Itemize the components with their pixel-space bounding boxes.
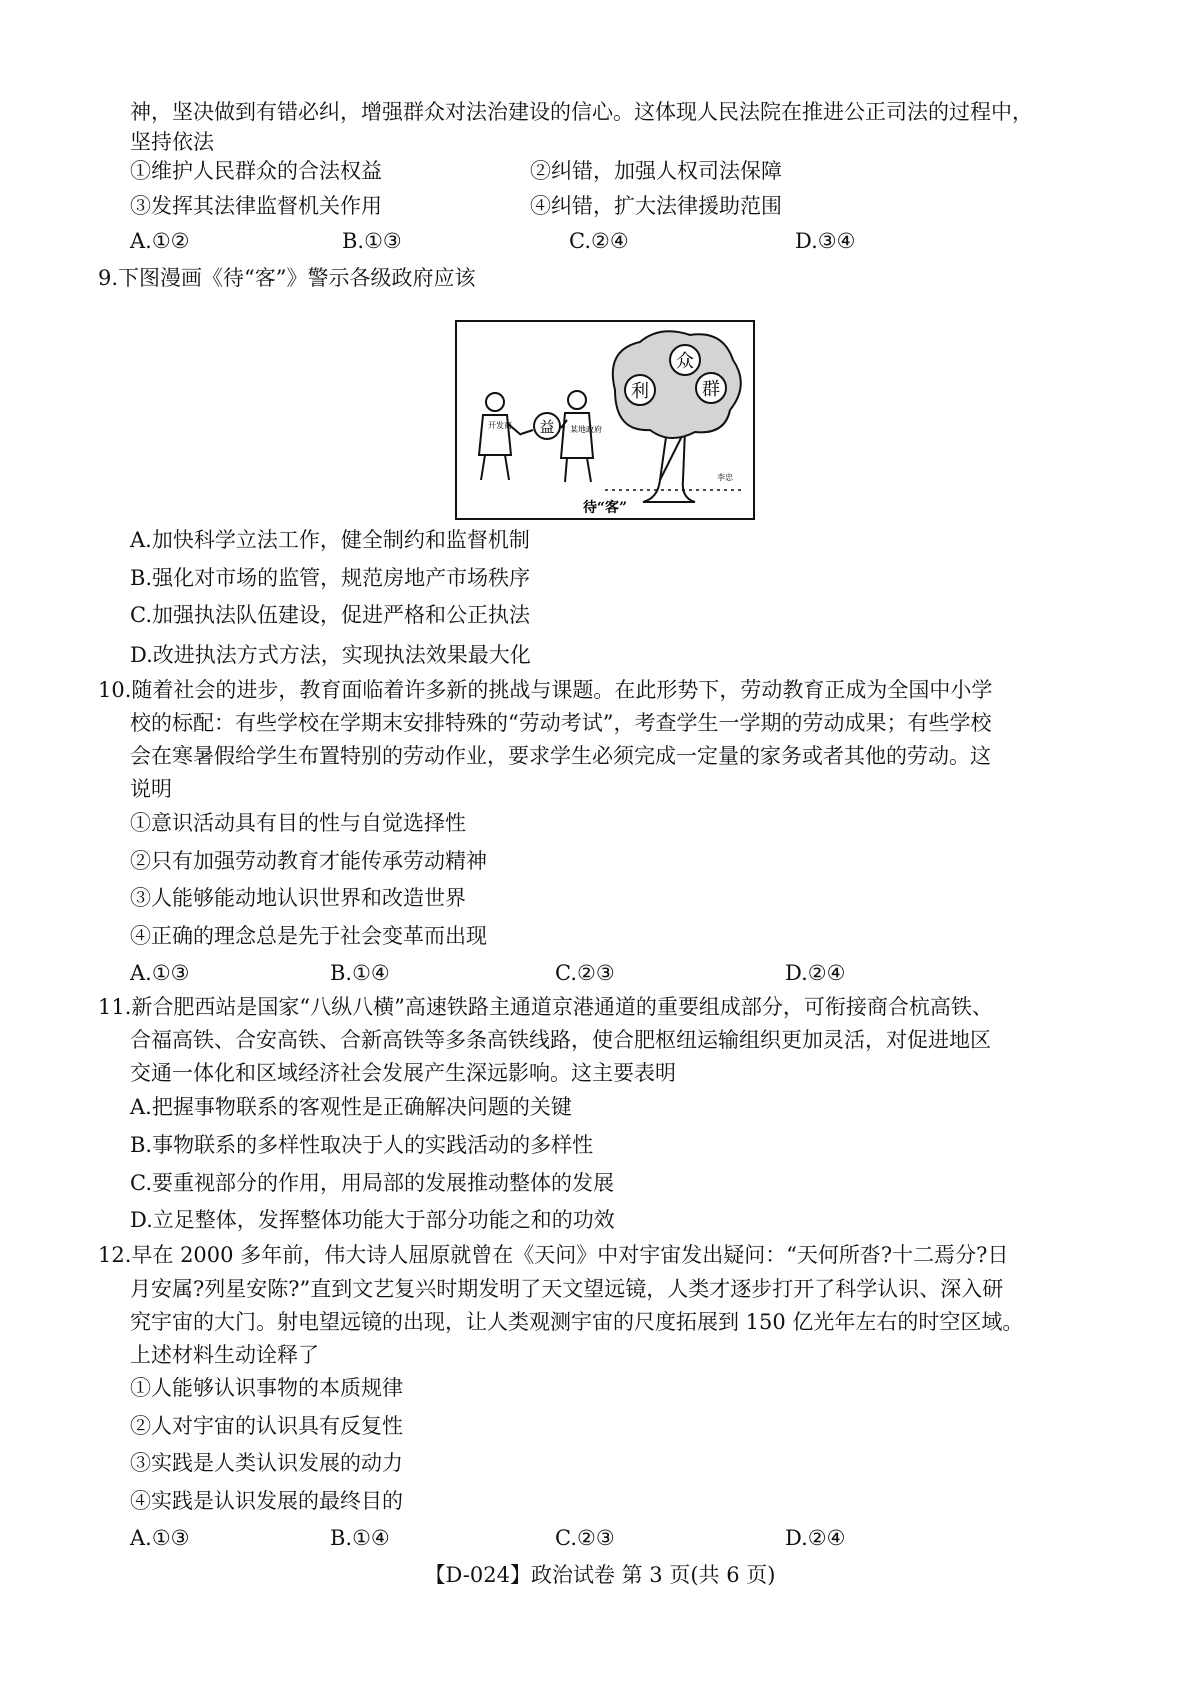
q10-statement-3: ③人能够能动地认识世界和改造世界 xyxy=(130,886,466,910)
q12-choice-c: C.②③ xyxy=(555,1526,615,1550)
q12-statement-1: ①人能够认识事物的本质规律 xyxy=(130,1376,403,1400)
q12-line-3: 究宇宙的大门。射电望远镜的出现，让人类观测宇宙的尺度拓展到 150 亿光年左右的时空区域。 xyxy=(130,1310,1024,1334)
developer-head xyxy=(486,393,504,411)
q12-statement-3: ③实践是人类认识发展的动力 xyxy=(130,1451,403,1475)
q10-choice-d: D.②④ xyxy=(785,961,846,985)
q9-option-a: A.加快科学立法工作，健全制约和监督机制 xyxy=(130,528,530,552)
q10-choice-b: B.①④ xyxy=(330,961,390,985)
q10-line-4: 说明 xyxy=(130,777,172,801)
artist-signature: 李忠 xyxy=(717,473,733,482)
q12-choice-a: A.①③ xyxy=(130,1526,190,1550)
q9-stem: 9.下图漫画《待“客”》警示各级政府应该 xyxy=(98,266,476,290)
q8-statement-4: ④纠错，扩大法律援助范围 xyxy=(530,194,782,218)
q11-line-3: 交通一体化和区域经济社会发展产生深远影响。这主要表明 xyxy=(130,1061,676,1085)
q8-statement-2: ②纠错，加强人权司法保障 xyxy=(530,159,782,183)
fruit-yi-text: 益 xyxy=(539,418,555,436)
q10-line-1: 10.随着社会的进步，教育面临着许多新的挑战与课题。在此形势下，劳动教育正成为全国中小学 xyxy=(98,678,993,702)
q10-statement-2: ②只有加强劳动教育才能传承劳动精神 xyxy=(130,849,487,873)
q8-line-1: 神，坚决做到有错必纠，增强群众对法治建设的信心。这体现人民法院在推进公正司法的过程中， xyxy=(130,100,1033,124)
q8-choice-c: C.②④ xyxy=(569,229,629,253)
q11-line-2: 合福高铁、合安高铁、合新高铁等多条高铁线路，使合肥枢纽运输组织更加灵活，对促进地区 xyxy=(130,1028,991,1052)
q10-choice-a: A.①③ xyxy=(130,961,190,985)
q11-option-d: D.立足整体，发挥整体功能大于部分功能之和的功效 xyxy=(130,1208,615,1232)
fruit-li-text: 利 xyxy=(631,381,649,402)
government-label: 某地政府 xyxy=(570,425,602,434)
q10-statement-1: ①意识活动具有目的性与自觉选择性 xyxy=(130,811,466,835)
q11-option-a: A.把握事物联系的客观性是正确解决问题的关键 xyxy=(130,1095,572,1119)
q11-option-c: C.要重视部分的作用，用局部的发展推动整体的发展 xyxy=(130,1171,614,1195)
q12-line-1: 12.早在 2000 多年前，伟大诗人屈原就曾在《天问》中对宇宙发出疑问：“天何所沓?十二焉分?日 xyxy=(98,1243,1009,1267)
government-head xyxy=(568,391,586,409)
q12-statement-4: ④实践是认识发展的最终目的 xyxy=(130,1489,403,1513)
q8-line-2: 坚持依法 xyxy=(130,130,214,154)
q8-choice-b: B.①③ xyxy=(342,229,402,253)
q8-choice-a: A.①② xyxy=(130,229,190,253)
q8-statement-1: ①维护人民群众的合法权益 xyxy=(130,159,382,183)
q8-choice-d: D.③④ xyxy=(795,229,856,253)
cartoon-caption: 待“客” xyxy=(582,500,628,516)
q12-choice-b: B.①④ xyxy=(330,1526,390,1550)
q10-line-2: 校的标配：有些学校在学期末安排特殊的“劳动考试”，考查学生一学期的劳动成果；有些学校 xyxy=(130,711,992,735)
q12-line-2: 月安属?列星安陈?”直到文艺复兴时期发明了天文望远镜，人类才逐步打开了科学认识、深入研 xyxy=(130,1277,1004,1301)
q12-statement-2: ②人对宇宙的认识具有反复性 xyxy=(130,1414,403,1438)
q8-statement-3: ③发挥其法律监督机关作用 xyxy=(130,194,382,218)
q10-choice-c: C.②③ xyxy=(555,961,615,985)
q11-line-1: 11.新合肥西站是国家“八纵八横”高速铁路主通道京港通道的重要组成部分，可衔接商合杭高铁、 xyxy=(98,995,993,1019)
q11-option-b: B.事物联系的多样性取决于人的实践活动的多样性 xyxy=(130,1133,594,1157)
page-footer: 【D-024】政治试卷 第 3 页(共 6 页) xyxy=(424,1563,776,1587)
q10-statement-4: ④正确的理念总是先于社会变革而出现 xyxy=(130,924,487,948)
fruit-zhong-text: 众 xyxy=(676,351,694,372)
q10-line-3: 会在寒暑假给学生布置特别的劳动作业，要求学生必须完成一定量的家务或者其他的劳动。这 xyxy=(130,744,991,768)
q12-line-4: 上述材料生动诠释了 xyxy=(130,1343,319,1367)
q9-option-d: D.改进执法方式方法，实现执法效果最大化 xyxy=(130,643,531,667)
government-body xyxy=(561,413,593,458)
fruit-qun-text: 群 xyxy=(702,379,720,400)
q12-choice-d: D.②④ xyxy=(785,1526,846,1550)
cartoon-image xyxy=(455,320,755,520)
developer-label: 开发商 xyxy=(488,421,512,430)
q9-option-c: C.加强执法队伍建设，促进严格和公正执法 xyxy=(130,603,530,627)
q9-option-b: B.强化对市场的监管，规范房地产市场秩序 xyxy=(130,566,531,590)
